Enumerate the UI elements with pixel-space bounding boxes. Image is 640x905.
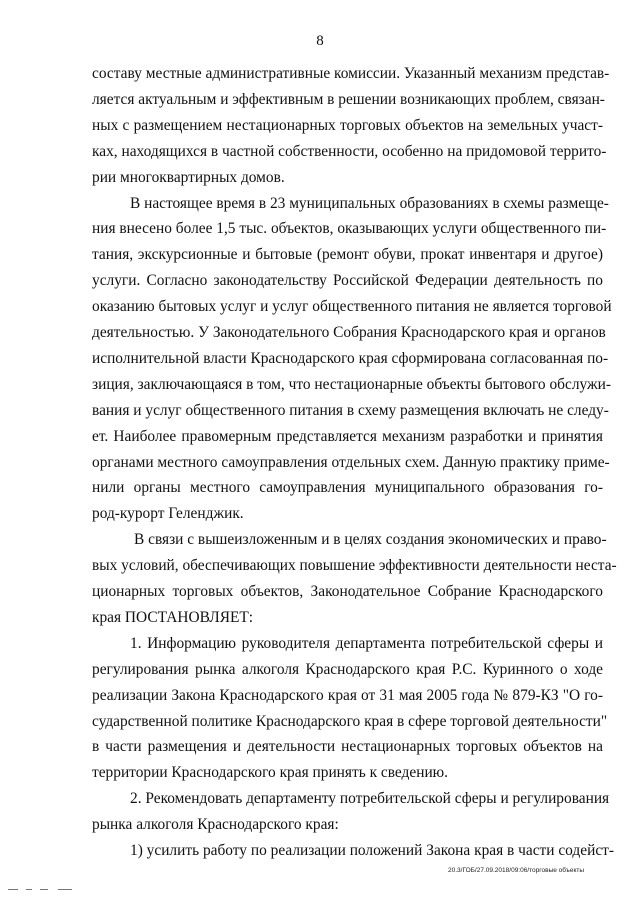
body-line: деятельностью. У Законодательного Собрания Краснодарского края и органов (92, 324, 606, 341)
body-line: органами местного самоуправления отдельных схем. Данную практику приме- (92, 454, 610, 471)
body-line: нили органы местного самоуправления муниципального образования го- (92, 479, 603, 496)
body-line: 1) усилить работу по реализации положений Закона края в части содейст- (130, 842, 615, 859)
body-line: ет. Наиболее правомерным представляется механизм разработки и принятия (92, 428, 603, 445)
body-line: 2. Рекомендовать департаменту потребительской сферы и регулирования (130, 790, 610, 807)
scan-mark (58, 889, 72, 890)
body-line: 1. Информацию руководителя департамента потребительской сферы и (130, 635, 603, 652)
body-line: В связи с вышеизложенным и в целях создания экономических и право- (134, 531, 607, 548)
body-line: вых условий, обеспечивающих повышение эффективности деятельности неста- (92, 557, 617, 574)
body-line: территории Краснодарского края принять к сведению. (92, 764, 449, 781)
body-line: сударственной политике Краснодарского края в сфере торговой деятельности" (92, 713, 608, 730)
scan-mark (26, 889, 32, 890)
footer-reference: 20.3/ГОБ/27.09.2018/09:06/торговые объекты (448, 867, 585, 874)
body-line: ляется актуальным и эффективным в решении возникающих проблем, связан- (92, 91, 605, 108)
scan-mark (40, 889, 48, 890)
body-line: рынка алкоголя Краснодарского края: (92, 816, 339, 833)
body-line: В настоящее время в 23 муниципальных образованиях в схемы размеще- (130, 195, 609, 212)
body-line: составу местные административные комиссии. Указанный механизм представ- (92, 65, 610, 82)
body-line: оказанию бытовых услуг и услуг общественного питания не является торговой (92, 298, 612, 315)
body-line: рии многоквартирных домов. (92, 169, 285, 186)
body-line: края ПОСТАНОВЛЯЕТ: (92, 609, 254, 626)
body-line: регулирования рынка алкоголя Краснодарского края Р.С. Куринного о ходе (92, 661, 603, 678)
body-line: реализации Закона Краснодарского края от 31 мая 2005 года № 879-КЗ "О го- (92, 687, 603, 704)
body-line: ках, находящихся в частной собственности, особенно на придомовой террито- (92, 143, 607, 160)
body-line: услуги. Согласно законодательству Российской Федерации деятельность по (92, 272, 603, 289)
body-line: исполнительной власти Краснодарского края сформирована согласованная по- (92, 350, 609, 367)
body-line: вания и услуг общественного питания в схему размещения включать не следу- (92, 402, 609, 419)
body-line: ных с размещением нестационарных торговых объектов на земельных участ- (92, 117, 603, 134)
page-number: 8 (316, 33, 324, 49)
body-line: ционарных торговых объектов, Законодательное Собрание Краснодарского (92, 583, 603, 600)
body-line: зиция, заключающаяся в том, что нестационарные объекты бытового обслужи- (92, 376, 611, 393)
body-line: в части размещения и деятельности нестационарных торговых объектов на (92, 738, 603, 755)
body-line: ния внесено более 1,5 тыс. объектов, оказывающих услуги общественного пи- (92, 220, 607, 237)
body-line: род-курорт Геленджик. (92, 505, 244, 522)
scan-mark (8, 889, 18, 890)
body-line: тания, экскурсионные и бытовые (ремонт обуви, прокат инвентаря и другое) (92, 246, 603, 263)
